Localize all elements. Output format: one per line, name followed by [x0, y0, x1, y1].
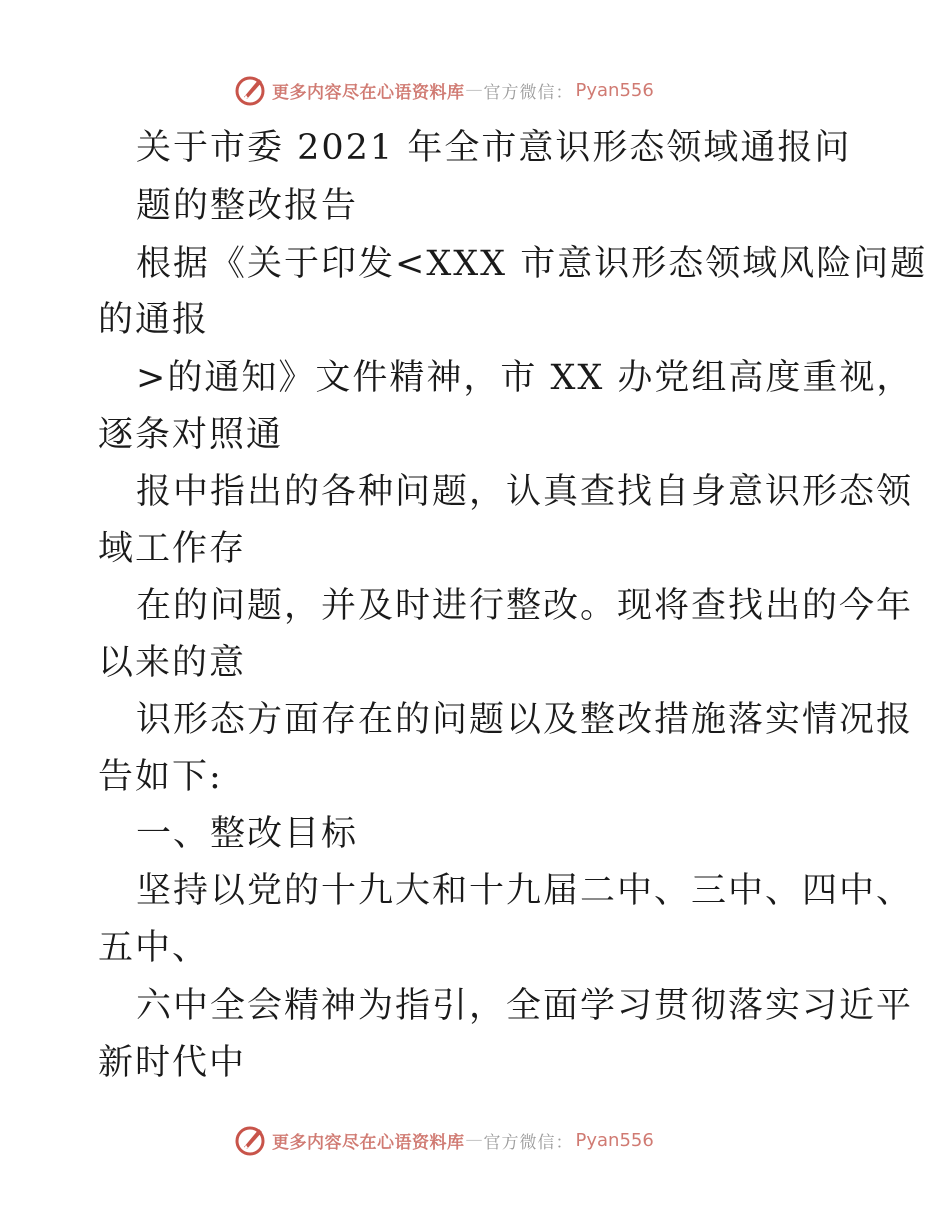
quill-logo-icon	[234, 1123, 268, 1157]
banner-wechat-label: 官方微信：	[483, 82, 574, 103]
banner-wechat-id: Pyan556	[575, 79, 654, 101]
banner-main-text: 更多内容尽在心语资料库	[272, 82, 465, 103]
paragraph-line: >的通知》文件精神，市 XX 办党组高度重视，	[136, 358, 914, 398]
paragraph-line: 以来的意	[98, 643, 247, 683]
paragraph-line: 六中全会精神为指引，全面学习贯彻落实习近平	[136, 986, 914, 1026]
paragraph-line: 报中指出的各种问题，认真查找自身意识形态领	[136, 472, 914, 512]
paragraph-line: 识形态方面存在的问题以及整改措施落实情况报	[136, 700, 914, 740]
paragraph-line: 新时代中	[98, 1043, 247, 1083]
banner-wechat-label: 官方微信：	[483, 1132, 574, 1153]
banner-main-text: 更多内容尽在心语资料库	[272, 1132, 465, 1153]
paragraph-line: 告如下:	[98, 757, 223, 797]
banner-dash: —	[465, 1130, 483, 1150]
paragraph-line: 域工作存	[98, 529, 247, 569]
footer-banner	[234, 1122, 654, 1158]
banner-wechat-id: Pyan556	[575, 1129, 654, 1151]
paragraph-line: 坚持以党的十九大和十九届二中、三中、四中、	[136, 871, 914, 911]
paragraph-line: 根据《关于印发<XXX 市意识形态领域风险问题	[136, 244, 928, 284]
paragraph-line: 的通报	[98, 300, 210, 340]
paragraph-line: 在的问题，并及时进行整改。现将查找出的今年	[136, 586, 914, 626]
section-heading: 一、整改目标	[136, 814, 359, 854]
paragraph-line: 逐条对照通	[98, 415, 284, 455]
document-title-line-2: 题的整改报告	[136, 186, 359, 226]
paragraph-line: 五中、	[98, 928, 210, 968]
banner-dash: —	[465, 80, 483, 100]
document-title-line-1: 关于市委 2021 年全市意识形态领域通报问	[136, 128, 852, 168]
